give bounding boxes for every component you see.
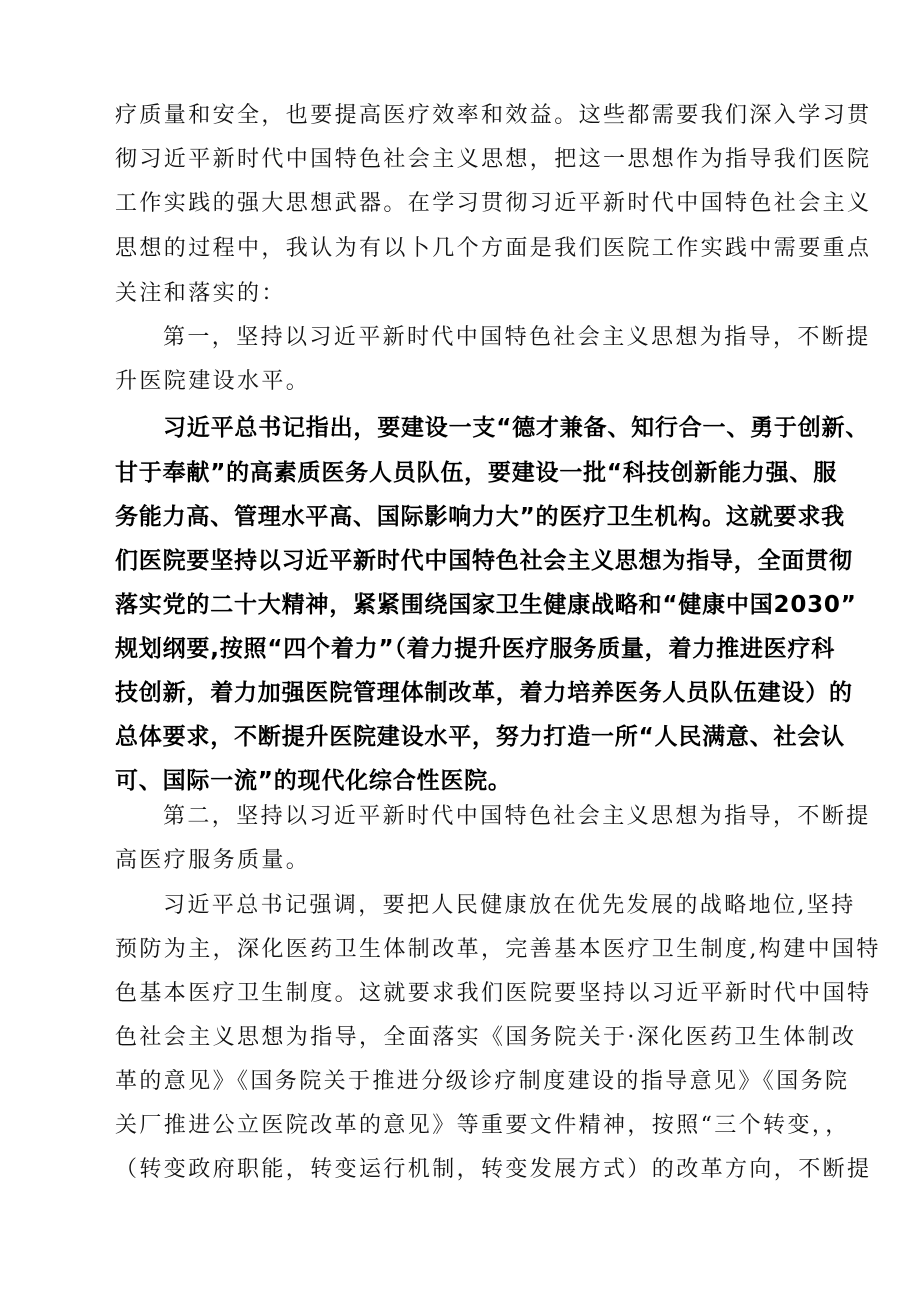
text-line: 总体要求，不断提升医院建设水平，努力打造一所“人民满意、社会认 (115, 724, 845, 750)
text-line: 务能力高、管理水平高、国际影响力大”的医疗卫生机构。这就要求我 (115, 504, 845, 530)
text-line: 色社会主义思想为指导，全面落实《国务院关于·深化医药卫生体制改 (115, 1025, 857, 1050)
text-line: 技创新，着力加强医院管理体制改革，着力培养医务人员队伍建设）的 (115, 680, 853, 706)
text-line: 落实党的二十大精神，紧紧围绕国家卫生健康战略和“健康中国2030” (115, 592, 857, 618)
text-line: 甘于奉献”的高素质医务人员队伍，要建设一批“科技创新能力强、服 (115, 460, 838, 486)
section-heading-line: 升医院建设水平。 (115, 369, 311, 394)
text-line: 关厂推进公立医院改革的意见》等重要文件精神，按照“三个转变，， (115, 1113, 850, 1138)
text-line: 思想的过程中，我认为有以卜几个方面是我们医院工作实践中需要重点 (115, 236, 872, 261)
section-heading-line: 第二，坚持以习近平新时代中国特色社会主义思想为指导，不断提 (163, 804, 871, 829)
text-line: 规划纲要,按照“四个着力”（着力提升医疗服务质量，着力推进医疗科 (115, 636, 836, 662)
text-line: 色基本医疗卫生制度。这就要求我们医院要坚持以习近平新时代中国特 (115, 981, 872, 1006)
text-line: （转变政府职能，转变运行机制，转变发展方式）的改革方向，不断提 (115, 1157, 872, 1182)
text-line: 关注和落实的： (115, 281, 286, 306)
text-line: 习近平总书记指出，要建设一支“德才兼备、知行合一、勇于创新、 (163, 415, 870, 441)
text-line: 彻习近平新时代中国特色社会主义思想，把这一思想作为指导我们医院 (115, 147, 872, 172)
section-heading-line: 高医疗服务质量。 (115, 848, 311, 873)
text-line: 工作实践的强大思想武器。在学习贯彻习近平新时代中国特色社会主义 (115, 191, 872, 216)
text-line: 革的意见》《国务院关于推进分级诊疗制度建设的指导意见》《国务院 (115, 1069, 850, 1094)
text-line: 可、国际一流”的现代化综合性医院。 (115, 768, 512, 794)
section-heading-line: 第一，坚持以习近平新时代中国特色社会主义思想为指导，不断提 (163, 325, 871, 350)
text-line: 们医院要坚持以习近平新时代中国特色社会主义思想为指导，全面贯彻 (115, 548, 853, 574)
text-line: 习近平总书记强调，要把人民健康放在优先发展的战略地位,坚持 (163, 893, 856, 918)
text-line: 预防为主，深化医药卫生体制改革，完善基本医疗卫生制度,构建中国特 (115, 937, 881, 962)
text-line: 疗质量和安全，也要提高医疗效率和效益。这些都需要我们深入学习贯 (115, 103, 872, 128)
